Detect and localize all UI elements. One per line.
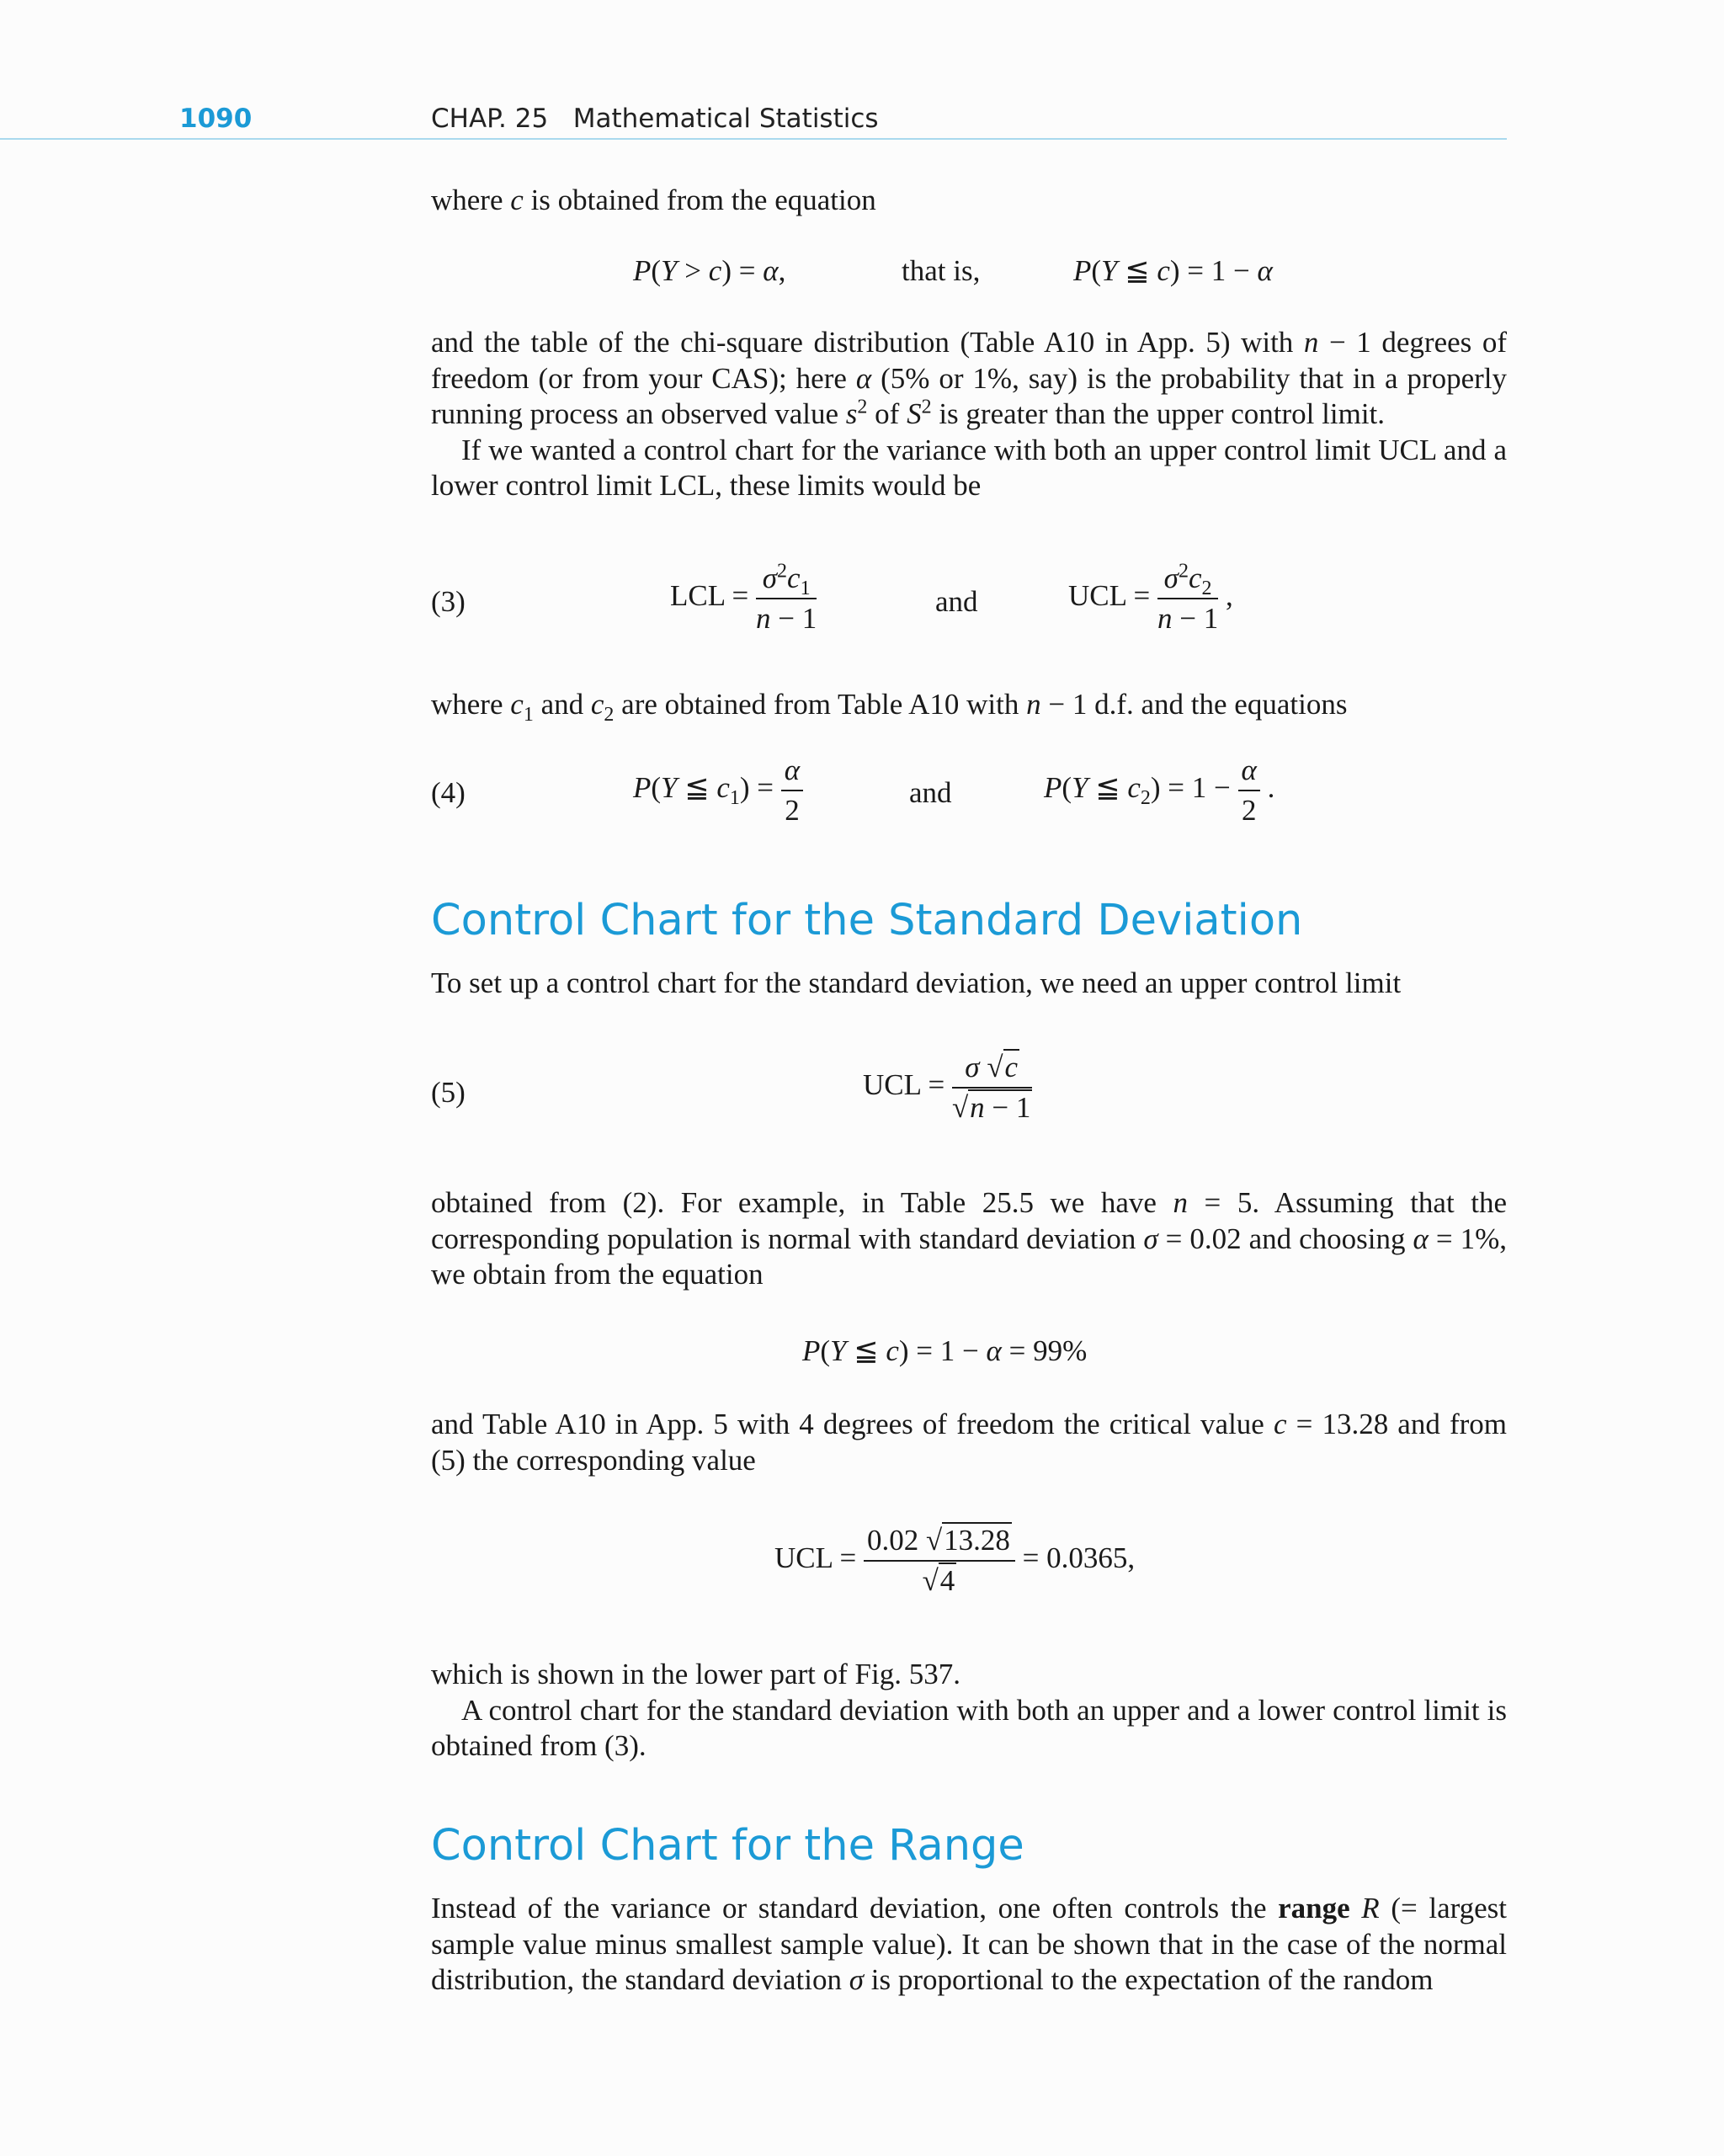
equation-number: (3): [431, 585, 466, 618]
equation-ucl-sd: UCL = $\frac{\sigma √c}{√n - 1}$: [863, 1048, 1032, 1127]
equation-99: P(Y ≦ c) = 1 − α = 99%: [802, 1334, 1088, 1367]
chapter-number: CHAP. 25: [431, 104, 549, 134]
equation-chi-tail: P(Y > c) = α,: [633, 254, 786, 287]
chapter-title: Mathematical Statistics: [572, 104, 879, 134]
equation-ucl-numeric: UCL = $\frac{0.02 √13.28}{√4}$ = 0.0365,: [774, 1521, 1135, 1600]
running-header: [431, 104, 879, 134]
paragraph: where c is obtained from the equation: [431, 184, 876, 216]
equation-connector: and: [909, 776, 952, 809]
paragraph: obtained from (2). For example, in Table 25.5 we have n = 5. Assuming that the corresponding population is normal with standard deviation σ = 0.02 and choosing α = 1%, we obtain from the equation: [431, 1186, 1507, 1291]
equation-number: (5): [431, 1076, 466, 1109]
equation-lcl: LCL = $\frac{\sigma^2c_1}{n - 1}$: [670, 560, 817, 635]
paragraph: To set up a control chart for the standard deviation, we need an upper control limit: [431, 966, 1402, 999]
header-rule: [0, 138, 1507, 140]
paragraph: and the table of the chi-square distribution (Table A10 in App. 5) with n − 1 degrees of freedom (or from your CAS); here α (5% or 1%, say) is the probability that in a properly running process an observed value $s^2$ of $S^2$ is greater than the upper control limit. If we wanted a control chart for the variance with both an upper control limit UCL and a lower control limit LCL, these limits would be: [431, 326, 1508, 502]
equation-connector: that is,: [902, 254, 981, 287]
paragraph: which is shown in the lower part of Fig. 537. A control chart for the standard deviation with both an upper and a lower control limit is obtained from (3).: [431, 1658, 1507, 1762]
equation-connector: and: [935, 585, 978, 618]
paragraph: Instead of the variance or standard deviation, one often controls the range R (= largest sample value minus smallest sample value). It can be shown that in the case of the normal distribution, the standard deviation σ is proportional to the expectation of the random: [431, 1892, 1508, 1996]
page-number: 1090: [179, 104, 253, 134]
section-heading: Control Chart for the Range: [431, 1821, 1024, 1871]
section-heading: Control Chart for the Standard Deviation: [431, 896, 1303, 945]
equation-c1: P(Y ≦ $c_1$) = $\frac{\alpha}{2}$: [633, 751, 803, 830]
paragraph: and Table A10 in App. 5 with 4 degrees of freedom the critical value c = 13.28 and from (5) the corresponding value: [431, 1408, 1507, 1477]
paragraph: where $c_1$ and $c_2$ are obtained from Table A10 with n − 1 d.f. and the equations: [431, 688, 1348, 726]
equation-c2: P(Y ≦ $c_2) = 1$ − $\frac{\alpha}{2}$ .: [1044, 751, 1274, 830]
equation-number: (4): [431, 776, 466, 809]
equation-ucl: UCL = $\frac{\sigma^2c_2}{n - 1}$ ,: [1068, 560, 1233, 635]
equation-chi-cdf: P(Y ≦ c) = 1 − α: [1073, 254, 1273, 287]
